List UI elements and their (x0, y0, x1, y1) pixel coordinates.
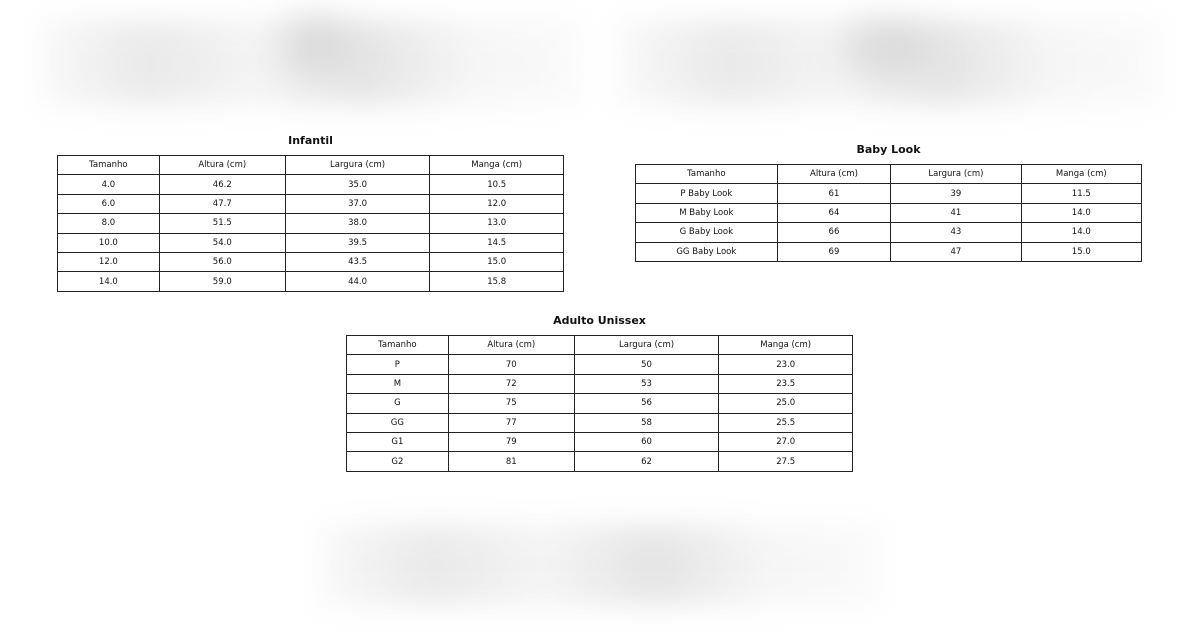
table-cell: 14.0 (1021, 223, 1141, 242)
table-cell: 62 (574, 452, 719, 471)
table-header-row (636, 165, 1142, 184)
blurred-shape (840, 20, 930, 75)
table-cell: 13.0 (430, 214, 564, 233)
table-row (636, 242, 1142, 261)
table-row (347, 452, 853, 471)
infantil-table (57, 155, 564, 292)
table-cell: 69 (777, 242, 891, 261)
table-cell: G2 (347, 452, 449, 471)
table-cell: 54.0 (159, 233, 285, 252)
header-cell: Tamanho (347, 336, 449, 355)
table-cell: 14.5 (430, 233, 564, 252)
table-cell: 81 (448, 452, 574, 471)
table-cell: 14.0 (58, 272, 160, 291)
table-cell: 58 (574, 413, 719, 432)
table-row (58, 194, 564, 213)
table-cell: GG (347, 413, 449, 432)
table-cell: 46.2 (159, 175, 285, 194)
table-cell: 51.5 (159, 214, 285, 233)
table-cell: 75 (448, 394, 574, 413)
table-cell: 25.5 (719, 413, 853, 432)
header-cell: Manga (cm) (1021, 165, 1141, 184)
table-cell: 15.0 (430, 252, 564, 271)
table-cell: 11.5 (1021, 184, 1141, 203)
table-cell: 37.0 (285, 194, 430, 213)
table-cell: 64 (777, 203, 891, 222)
table-cell: 61 (777, 184, 891, 203)
table-cell: 39 (891, 184, 1021, 203)
table-cell: 38.0 (285, 214, 430, 233)
table-cell: P Baby Look (636, 184, 778, 203)
table-row (636, 184, 1142, 203)
table-cell: 60 (574, 432, 719, 451)
table-row (58, 272, 564, 291)
blurred-background-bottom (320, 525, 880, 605)
table-row (58, 214, 564, 233)
header-cell: Largura (cm) (574, 336, 719, 355)
table-cell: 50 (574, 355, 719, 374)
table-cell: 59.0 (159, 272, 285, 291)
table-row (347, 374, 853, 393)
table-cell: 4.0 (58, 175, 160, 194)
table-cell: 66 (777, 223, 891, 242)
baby-look-title: Baby Look (856, 143, 921, 156)
table-cell: M Baby Look (636, 203, 778, 222)
table-row (58, 233, 564, 252)
table-cell: 27.5 (719, 452, 853, 471)
table-cell: 23.5 (719, 374, 853, 393)
header-cell: Altura (cm) (448, 336, 574, 355)
baby-look-table-block (635, 143, 1142, 262)
blurred-shape (280, 15, 350, 75)
table-cell: 10.0 (58, 233, 160, 252)
table-cell: 25.0 (719, 394, 853, 413)
header-cell: Largura (cm) (891, 165, 1021, 184)
table-row (636, 203, 1142, 222)
table-cell: 35.0 (285, 175, 430, 194)
adulto-table-block (346, 314, 853, 472)
table-row (347, 394, 853, 413)
table-cell: 27.0 (719, 432, 853, 451)
table-cell: 12.0 (58, 252, 160, 271)
header-cell: Altura (cm) (777, 165, 891, 184)
table-cell: M (347, 374, 449, 393)
table-cell: 56 (574, 394, 719, 413)
table-cell: 53 (574, 374, 719, 393)
header-cell: Manga (cm) (430, 156, 564, 175)
infantil-title: Infantil (288, 134, 333, 147)
header-cell: Manga (cm) (719, 336, 853, 355)
header-cell: Tamanho (58, 156, 160, 175)
table-cell: G1 (347, 432, 449, 451)
table-row (347, 355, 853, 374)
table-row (58, 175, 564, 194)
table-cell: 56.0 (159, 252, 285, 271)
table-cell: 23.0 (719, 355, 853, 374)
header-cell: Largura (cm) (285, 156, 430, 175)
table-cell: 15.0 (1021, 242, 1141, 261)
adulto-table (346, 335, 853, 472)
table-cell: 47.7 (159, 194, 285, 213)
table-row (636, 223, 1142, 242)
header-cell: Altura (cm) (159, 156, 285, 175)
table-cell: 43 (891, 223, 1021, 242)
baby-look-table (635, 164, 1142, 262)
table-cell: 15.8 (430, 272, 564, 291)
table-cell: 70 (448, 355, 574, 374)
table-cell: 41 (891, 203, 1021, 222)
table-cell: 79 (448, 432, 574, 451)
table-cell: G (347, 394, 449, 413)
table-row (347, 432, 853, 451)
table-cell: P (347, 355, 449, 374)
table-row (347, 413, 853, 432)
header-cell: Tamanho (636, 165, 778, 184)
table-cell: 43.5 (285, 252, 430, 271)
table-cell: 10.5 (430, 175, 564, 194)
table-cell: 77 (448, 413, 574, 432)
table-cell: 44.0 (285, 272, 430, 291)
table-cell: 72 (448, 374, 574, 393)
table-cell: 47 (891, 242, 1021, 261)
table-header-row (58, 156, 564, 175)
table-cell: 8.0 (58, 214, 160, 233)
infantil-table-block (57, 134, 564, 292)
adulto-title: Adulto Unissex (553, 314, 646, 327)
table-header-row (347, 336, 853, 355)
table-row (58, 252, 564, 271)
table-cell: GG Baby Look (636, 242, 778, 261)
table-cell: 12.0 (430, 194, 564, 213)
table-cell: 6.0 (58, 194, 160, 213)
table-cell: G Baby Look (636, 223, 778, 242)
table-cell: 39.5 (285, 233, 430, 252)
table-cell: 14.0 (1021, 203, 1141, 222)
